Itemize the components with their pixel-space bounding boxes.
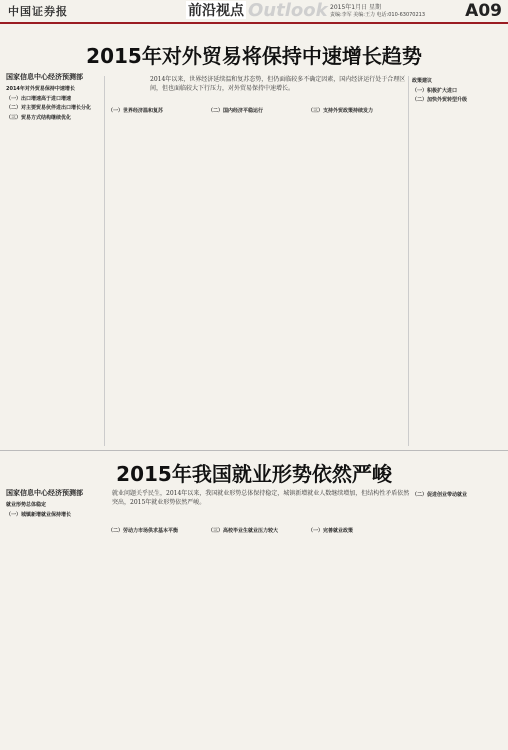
article1-subhead: （一）积极扩大进口 bbox=[412, 87, 458, 94]
article2-subhead: （二）劳动力市场供求基本平衡 bbox=[108, 528, 179, 534]
article2-section-heading: 就业形势总体稳定 bbox=[6, 502, 47, 508]
issue-date: 2015年1月日 星期 bbox=[330, 4, 381, 11]
article1-subhead: （三）贸易方式结构继续优化 bbox=[6, 114, 72, 121]
editor-info: 责编:李军 美编:王力 电话:010-63070213 bbox=[330, 12, 426, 18]
article1-column-2 bbox=[108, 106, 204, 446]
article1-column-3 bbox=[208, 106, 304, 446]
article1-subhead: （一）世界经济温和复苏 bbox=[108, 108, 164, 114]
article1-column-5 bbox=[412, 76, 504, 446]
article1-subhead: （二）对主要贸易伙伴进出口增长分化 bbox=[6, 105, 92, 112]
article-separator bbox=[0, 450, 508, 451]
article2-title: 2015年我国就业形势依然严峻 bbox=[116, 462, 392, 486]
masthead: 中国证券报 bbox=[8, 5, 68, 18]
article2-byline: 国家信息中心经济预测部 bbox=[6, 489, 83, 497]
column-divider bbox=[104, 76, 105, 446]
article1-subhead: （一）出口增速高于进口增速 bbox=[6, 95, 72, 102]
article2-subhead: （一）完善就业政策 bbox=[308, 528, 354, 534]
article1-title: 2015年对外贸易将保持中速增长趋势 bbox=[86, 44, 422, 68]
article2-column-4 bbox=[308, 526, 404, 746]
article1-subhead: （三）支持外贸政策持续发力 bbox=[308, 108, 374, 114]
article1-section-heading: 2014年对外贸易保持中速增长 bbox=[6, 86, 75, 92]
article1-byline: 国家信息中心经济预测部 bbox=[6, 73, 83, 81]
article1-section-heading: 政策建议 bbox=[412, 78, 433, 84]
page-number: A09 bbox=[465, 1, 502, 21]
article2-intro: 就业问题关乎民生，2014年以来，我国就业形势总体保持稳定，城镇新增就业人数继续增加，但结构性矛盾依然突出，2015年就业形势依然严峻。 bbox=[112, 490, 410, 506]
section-name-en: Outlook bbox=[248, 0, 328, 21]
article1-subhead: （二）国内经济平稳运行 bbox=[208, 108, 264, 114]
page-header bbox=[0, 0, 508, 24]
article1-subhead: （二）加快外贸转型升级 bbox=[412, 97, 468, 104]
article2-column-1 bbox=[6, 500, 100, 746]
article2-subhead: （二）促进创业带动就业 bbox=[412, 492, 468, 498]
article2-column-5 bbox=[412, 490, 504, 746]
column-divider bbox=[408, 76, 409, 446]
section-name: 前沿视点 bbox=[188, 3, 244, 19]
article2-column-3 bbox=[208, 526, 304, 746]
article2-column-2 bbox=[108, 526, 204, 746]
article2-subhead: （三）高校毕业生就业压力较大 bbox=[208, 528, 279, 534]
article1-column-1 bbox=[6, 84, 100, 446]
article2-subhead: （一）城镇新增就业保持增长 bbox=[6, 511, 72, 518]
article1-intro: 2014年以来，世界经济延续温和复苏态势，但仍面临较多不确定因素，国内经济运行处于合理区间，但也面临较大下行压力，对外贸易保持中速增长。 bbox=[150, 76, 406, 92]
article1-column-4 bbox=[308, 106, 404, 446]
